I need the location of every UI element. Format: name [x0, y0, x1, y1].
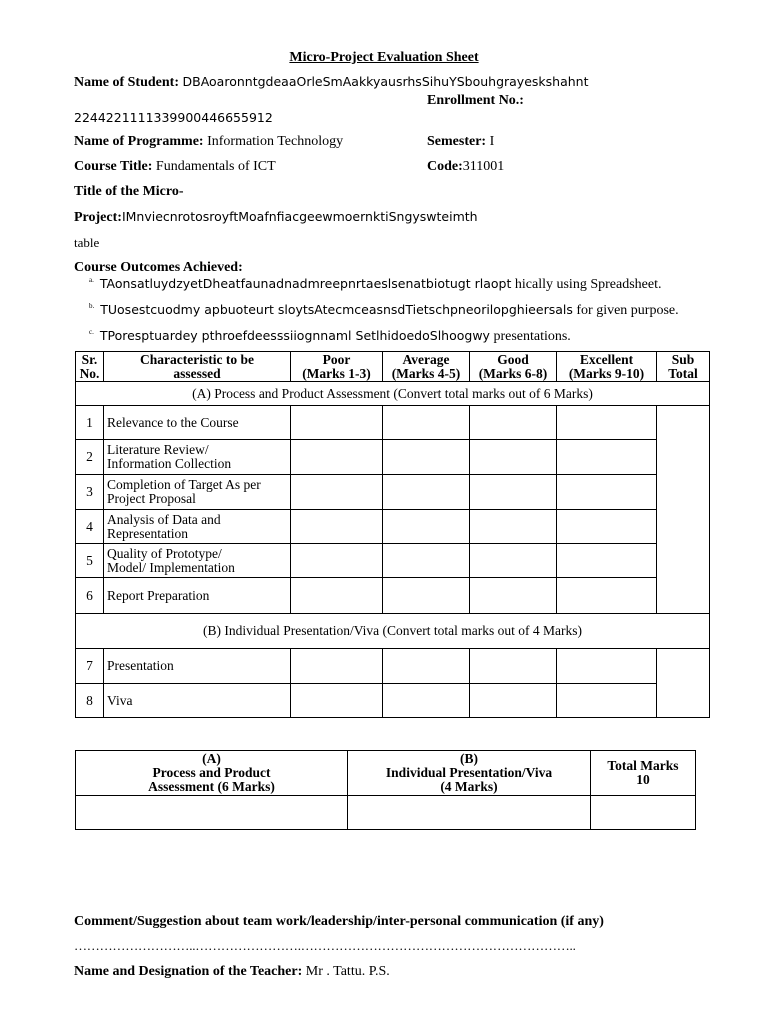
- subtotal-b-cell[interactable]: [657, 649, 710, 718]
- average-cell[interactable]: [383, 649, 470, 684]
- excellent-cell[interactable]: [557, 475, 657, 510]
- code-label: Code:: [427, 159, 463, 174]
- poor-cell[interactable]: [291, 684, 383, 718]
- course-value: Fundamentals of ICT: [155, 159, 276, 174]
- course-outcome-c: [89, 328, 571, 345]
- summary-a-value-cell[interactable]: [76, 796, 348, 830]
- programme-label: Name of Programme:: [74, 134, 204, 149]
- average-cell[interactable]: [383, 684, 470, 718]
- poor-cell[interactable]: [291, 440, 383, 475]
- header-poor: Poor (Marks 1-3): [291, 352, 383, 382]
- average-cell[interactable]: [383, 440, 470, 475]
- table-row: [76, 684, 710, 718]
- average-cell[interactable]: [383, 406, 470, 440]
- outcome-marker: a.: [89, 276, 94, 285]
- table-row: [76, 406, 710, 440]
- enrollment-value: 2244221111339900446655912: [74, 110, 273, 125]
- comment-label: Comment/Suggestion about team work/leadership/inter-personal communication (if any): [74, 914, 604, 929]
- table-header-row: [76, 352, 710, 382]
- table-row: [76, 649, 710, 684]
- student-name-row: [74, 74, 588, 91]
- summary-header-total: Total Marks 10: [591, 751, 696, 796]
- teacher-label: Name and Designation of the Teacher:: [74, 964, 303, 979]
- table-row: [76, 475, 710, 510]
- section-a-heading: (A) Process and Product Assessment (Convert total marks out of 6 Marks): [76, 382, 710, 406]
- row-characteristic: Relevance to the Course: [104, 406, 291, 440]
- outcome-garbled-text: TAonsatluydzyetDheatfaunadnadmreepnrtaeslsenatbiotugt rlaopt: [99, 276, 512, 291]
- excellent-cell[interactable]: [557, 406, 657, 440]
- page-title: Micro-Project Evaluation Sheet: [289, 50, 479, 65]
- micro-project-label-2: Project:: [74, 210, 122, 225]
- code-row: [427, 159, 504, 175]
- course-label: Course Title:: [74, 159, 153, 174]
- good-cell[interactable]: [470, 440, 557, 475]
- row-number: 5: [76, 544, 104, 578]
- row-characteristic: Literature Review/ Information Collection: [104, 440, 291, 475]
- table-row: [76, 544, 710, 578]
- row-number: 7: [76, 649, 104, 684]
- row-number: 1: [76, 406, 104, 440]
- excellent-cell[interactable]: [557, 440, 657, 475]
- header-excellent: Excellent (Marks 9-10): [557, 352, 657, 382]
- evaluation-table: [75, 351, 710, 718]
- header-subtotal: Sub Total: [657, 352, 710, 382]
- student-name-value: DBAoaronntgdeaaOrleSmAakkyausrhsSihuYSbouhgrayeskshahnt: [182, 74, 589, 89]
- micro-project-label-1: Title of the Micro-: [74, 184, 184, 199]
- summary-table: [75, 750, 696, 830]
- good-cell[interactable]: [470, 578, 557, 614]
- table-row: [76, 440, 710, 475]
- good-cell[interactable]: [470, 649, 557, 684]
- outcome-text: for given purpose.: [572, 303, 679, 318]
- header-good: Good (Marks 6-8): [470, 352, 557, 382]
- row-characteristic: Quality of Prototype/ Model/ Implementation: [104, 544, 291, 578]
- excellent-cell[interactable]: [557, 649, 657, 684]
- excellent-cell[interactable]: [557, 578, 657, 614]
- micro-project-row: [74, 209, 478, 226]
- semester-row: [427, 134, 494, 150]
- header-characteristic: Characteristic to be assessed: [104, 352, 291, 382]
- section-b-heading: (B) Individual Presentation/Viva (Convert total marks out of 4 Marks): [76, 614, 710, 649]
- course-row: [74, 159, 276, 175]
- header-average: Average (Marks 4-5): [383, 352, 470, 382]
- subtotal-a-cell[interactable]: [657, 406, 710, 614]
- code-value: 311001: [462, 159, 505, 174]
- summary-total-value-cell[interactable]: [591, 796, 696, 830]
- average-cell[interactable]: [383, 475, 470, 510]
- average-cell[interactable]: [383, 510, 470, 544]
- row-number: 3: [76, 475, 104, 510]
- row-number: 2: [76, 440, 104, 475]
- summary-header-b: (B) Individual Presentation/Viva (4 Marks): [348, 751, 591, 796]
- row-characteristic: Report Preparation: [104, 578, 291, 614]
- comment-dotted-line[interactable]: ………………………..…………………….………………………………………………………..: [74, 938, 576, 953]
- average-cell[interactable]: [383, 544, 470, 578]
- excellent-cell[interactable]: [557, 510, 657, 544]
- summary-header-row: [76, 751, 696, 796]
- outcome-text: hically using Spreadsheet.: [511, 277, 662, 292]
- section-b-row: [76, 614, 710, 649]
- row-characteristic: Viva: [104, 684, 291, 718]
- outcome-garbled-text: TUosestcuodmy apbuoteurt sloytsAtecmceasnsdTietschpneorilopghieersals: [100, 302, 573, 317]
- micro-project-value-cont: table: [74, 235, 100, 250]
- semester-label: Semester:: [427, 134, 487, 149]
- good-cell[interactable]: [470, 475, 557, 510]
- poor-cell[interactable]: [291, 406, 383, 440]
- excellent-cell[interactable]: [557, 544, 657, 578]
- good-cell[interactable]: [470, 684, 557, 718]
- summary-value-row: [76, 796, 696, 830]
- average-cell[interactable]: [383, 578, 470, 614]
- student-name-label: Name of Student:: [74, 75, 179, 90]
- row-number: 8: [76, 684, 104, 718]
- table-row: [76, 510, 710, 544]
- header-sr: Sr. No.: [76, 352, 104, 382]
- row-number: 6: [76, 578, 104, 614]
- programme-row: [74, 134, 343, 150]
- summary-b-value-cell[interactable]: [348, 796, 591, 830]
- row-characteristic: Analysis of Data and Representation: [104, 510, 291, 544]
- course-outcome-b: [89, 302, 679, 319]
- poor-cell[interactable]: [291, 475, 383, 510]
- summary-header-a: (A) Process and Product Assessment (6 Marks): [76, 751, 348, 796]
- outcome-garbled-text: TPoresptuardey pthroefdeesssiiognnaml SetlhidoedoSlhoogwy: [99, 328, 490, 343]
- good-cell[interactable]: [470, 406, 557, 440]
- table-row: [76, 578, 710, 614]
- poor-cell[interactable]: [291, 649, 383, 684]
- row-number: 4: [76, 510, 104, 544]
- outcome-marker: c.: [89, 328, 94, 337]
- semester-value: I: [489, 134, 495, 149]
- good-cell[interactable]: [470, 510, 557, 544]
- teacher-value: Mr . Tattu. P.S.: [305, 964, 390, 979]
- section-a-row: [76, 382, 710, 406]
- good-cell[interactable]: [470, 544, 557, 578]
- outcome-text: presentations.: [489, 329, 571, 344]
- poor-cell[interactable]: [291, 578, 383, 614]
- programme-value: Information Technology: [207, 134, 344, 149]
- micro-project-value: IMnviecnrotosroyftMoafnfiacgeewmoernktiSngyswteimth: [121, 209, 478, 224]
- teacher-row: [74, 964, 390, 980]
- course-outcome-a: [89, 276, 661, 293]
- row-characteristic: Presentation: [104, 649, 291, 684]
- poor-cell[interactable]: [291, 544, 383, 578]
- row-characteristic: Completion of Target As per Project Proposal: [104, 475, 291, 510]
- enrollment-label: Enrollment No.:: [427, 93, 524, 108]
- excellent-cell[interactable]: [557, 684, 657, 718]
- outcome-marker: b.: [89, 302, 95, 311]
- poor-cell[interactable]: [291, 510, 383, 544]
- course-outcomes-label: Course Outcomes Achieved:: [74, 260, 243, 275]
